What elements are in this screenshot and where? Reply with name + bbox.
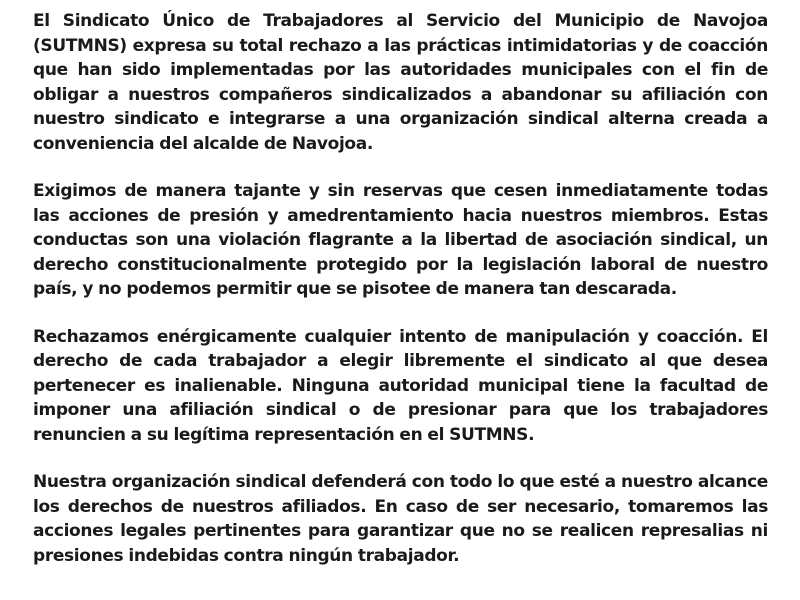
paragraph-rejection: El Sindicato Único de Trabajadores al Servicio del Municipio de Navojoa (SUTMNS) expresa su total rechazo a las prácticas intimidatorias y de coacción que han sido implementadas por las autoridades municipales con el fin de obligar a nuestros compañeros sindicalizados a abandonar su afiliación con nuestro sindicato e integrarse a una organización sindical alterna creada a conveniencia del alcalde de Navojoa.	[33, 11, 768, 154]
paragraph-coercion: Rechazamos enérgicamente cualquier intento de manipulación y coacción. El derecho de cada trabajador a elegir libremente el sindicato al que desea pertenecer es inalienable. Ninguna autoridad municipal tiene la facultad de imponer una afiliación sindical o de presionar para que los trabajadores renuncien a su legítima representación en el SUTMNS.	[33, 326, 768, 445]
paragraph-demand: Exigimos de manera tajante y sin reservas que cesen inmediatamente todas las acciones de presión y amedrentamiento hacia nuestros miembros. Estas conductas son una violación flagrante a la libertad de asociación sindical, un derecho constitucionalmente protegido por la legislación laboral de nuestro país, y no podemos permitir que se pisotee de manera tan descarada.	[33, 181, 768, 299]
paragraph-defense: Nuestra organización sindical defenderá con todo lo que esté a nuestro alcance los derechos de nuestros afiliados. En caso de ser necesario, tomaremos las acciones legales pertinentes para garantizar que no se realicen represalias ni presiones indebidas contra ningún trabajador.	[33, 472, 768, 566]
